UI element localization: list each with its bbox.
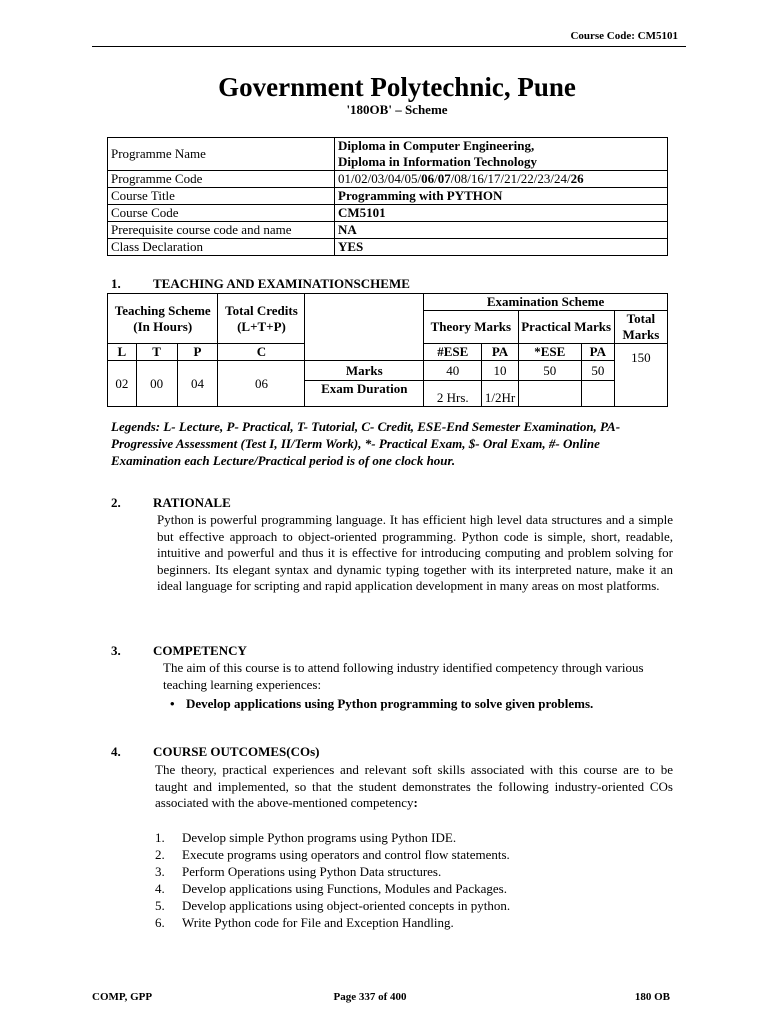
pa-header: PA — [482, 344, 518, 361]
table-row — [108, 171, 668, 188]
code-part-bold: 06 — [421, 171, 435, 186]
item-number: 1. — [155, 830, 165, 845]
pa-duration: 1/2Hr — [482, 381, 518, 407]
section-title: COMPETENCY — [153, 643, 247, 658]
code-part-bold: 26 — [570, 171, 584, 186]
blank-cell — [305, 344, 424, 361]
l-header: L — [108, 344, 137, 361]
class-declaration-value: YES — [335, 239, 668, 256]
scheme-subtitle: '180OB' – Scheme — [346, 102, 448, 117]
marks-label: Marks — [305, 361, 424, 381]
blank-cell — [305, 294, 424, 344]
practical-pa-header: PA — [582, 344, 615, 361]
section-title: RATIONALE — [153, 495, 231, 510]
ese-marks: 40 — [424, 361, 482, 381]
practical-ese-header: *ESE — [518, 344, 581, 361]
blank-cell — [518, 381, 581, 407]
item-text: Develop applications using Functions, Modules and Packages. — [182, 881, 507, 896]
competency-text: The aim of this course is to attend following industry identified competency through various teaching learning experiences: — [163, 660, 644, 692]
t-value: 00 — [136, 361, 177, 407]
bullet-text: Develop applications using Python programming to solve given problems. — [186, 696, 594, 711]
section-1-heading — [111, 276, 511, 292]
programme-name-value — [335, 138, 668, 171]
bullet-icon: • — [170, 696, 175, 711]
programme-code-label: Programme Code — [108, 171, 335, 188]
ese-header: #ESE — [424, 344, 482, 361]
prerequisite-value: NA — [335, 222, 668, 239]
teaching-examination-table — [107, 293, 668, 407]
list-item — [155, 897, 673, 914]
course-outcomes-intro — [155, 762, 673, 812]
item-number: 3. — [155, 864, 165, 879]
list-item — [155, 846, 673, 863]
header-rule — [92, 46, 686, 47]
intro-text: The theory, practical experiences and relevant soft skills associated with this course are to be taught and implemented, so that the student demonstrates the following industry-oriented COs associated with the above-mentioned competency — [155, 762, 673, 811]
blank-cell — [582, 381, 615, 407]
course-code-value: CM5101 — [335, 205, 668, 222]
programme-name-line-1: Diploma in Computer Engineering, — [338, 138, 535, 153]
item-text: Execute programs using operators and control flow statements. — [182, 847, 510, 862]
item-number: 6. — [155, 915, 165, 930]
code-part: / — [434, 171, 438, 186]
section-4-heading — [111, 744, 511, 760]
item-text: Write Python code for File and Exception Handling. — [182, 915, 454, 930]
course-title-label: Course Title — [108, 188, 335, 205]
section-number: 2. — [111, 495, 121, 510]
item-text: Develop simple Python programs using Python IDE. — [182, 830, 457, 845]
table-row — [108, 188, 668, 205]
section-title: COURSE OUTCOMES(COs) — [153, 744, 320, 759]
c-value: 06 — [218, 361, 305, 407]
rationale-text: Python is powerful programming language. It has efficient high level data structures and a simple but effective approach to object-oriented programming. Python code is simple, short, readable, intuitive and powerful and thus it is effective for introducing computing and problem solving for beginners. Its elegant syntax and dynamic typing together with its interpreted nature, make it an ideal language for scripting and rapid application development in many areas on most platforms. — [157, 512, 673, 594]
p-value: 04 — [177, 361, 218, 407]
footer-department: COMP, GPP — [92, 991, 153, 1003]
practical-pa-marks: 50 — [582, 361, 615, 381]
item-number: 5. — [155, 898, 165, 913]
programme-name-label: Programme Name — [108, 138, 335, 171]
course-code-label: Course Code — [108, 205, 335, 222]
section-number: 3. — [111, 643, 121, 658]
section-number: 4. — [111, 744, 121, 759]
table-row — [108, 361, 668, 381]
programme-info-table — [107, 137, 668, 256]
section-2-heading — [111, 495, 411, 511]
pa-marks: 10 — [482, 361, 518, 381]
code-part: 01/02/03/04/05/ — [338, 171, 422, 186]
c-header: C — [218, 344, 305, 361]
table-row — [108, 294, 668, 311]
examination-scheme-header: Examination Scheme — [424, 294, 668, 311]
course-code-header: Course Code: CM5101 — [570, 30, 678, 42]
total-credits-header: Total Credits (L+T+P) — [218, 294, 305, 344]
theory-marks-header: Theory Marks — [424, 311, 518, 344]
competency-bullet — [170, 695, 610, 712]
item-number: 4. — [155, 881, 165, 896]
table-row — [108, 138, 668, 171]
list-item — [155, 863, 673, 880]
institute-title: Government Polytechnic, Pune — [218, 72, 576, 102]
list-item — [155, 829, 673, 846]
l-value: 02 — [108, 361, 137, 407]
practical-marks-header: Practical Marks — [518, 311, 614, 344]
list-item — [155, 914, 673, 931]
course-title-value: Programming with PYTHON — [335, 188, 668, 205]
legends-note: Legends: L- Lecture, P- Practical, T- Tutorial, C- Credit, ESE-End Semester Examination, PA- Progressive Assessment (Test I, II/Term Work), *- Practical Exam, $- Oral Exam, #- Online Examination each Lecture/Practical period is of one clock hour. — [111, 419, 621, 468]
section-3-heading — [111, 643, 411, 659]
teaching-scheme-header: Teaching Scheme (In Hours) — [108, 294, 218, 344]
prerequisite-label: Prerequisite course code and name — [108, 222, 335, 239]
code-part-bold: 07 — [437, 171, 451, 186]
total-marks-header: Total Marks — [614, 311, 667, 344]
programme-code-value — [335, 171, 668, 188]
item-number: 2. — [155, 847, 165, 862]
item-text: Perform Operations using Python Data structures. — [182, 864, 442, 879]
ese-duration: 2 Hrs. — [424, 381, 482, 407]
class-declaration-label: Class Declaration — [108, 239, 335, 256]
t-header: T — [136, 344, 177, 361]
intro-colon: : — [413, 795, 418, 811]
table-row — [108, 344, 668, 361]
practical-ese-marks: 50 — [518, 361, 581, 381]
item-text: Develop applications using object-oriented concepts in python. — [182, 898, 511, 913]
programme-name-line-2: Diploma in Information Technology — [338, 154, 538, 169]
table-row — [108, 205, 668, 222]
p-header: P — [177, 344, 218, 361]
table-row — [108, 222, 668, 239]
course-outcomes-list — [155, 829, 673, 931]
footer-page-number: Page 337 of 400 — [333, 991, 407, 1003]
code-part: /08/16/17/21/22/23/24/ — [450, 171, 571, 186]
list-item — [155, 880, 673, 897]
total-marks-value: 150 — [614, 344, 667, 407]
section-number: 1. — [111, 276, 121, 291]
exam-duration-label: Exam Duration — [305, 381, 424, 407]
footer-scheme: 180 OB — [634, 991, 670, 1003]
section-title: TEACHING AND EXAMINATIONSCHEME — [153, 276, 410, 291]
table-row — [108, 239, 668, 256]
